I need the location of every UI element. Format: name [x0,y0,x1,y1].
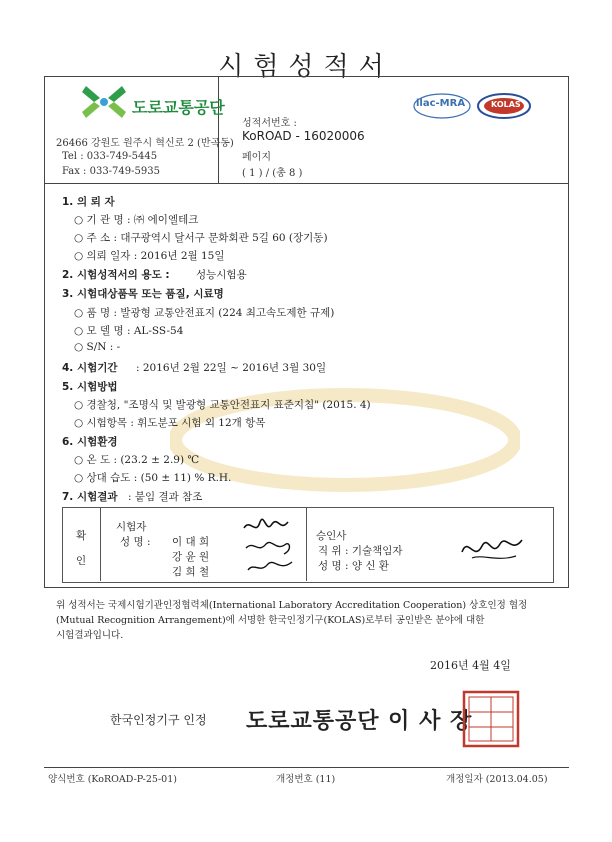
accredited-by: 한국인정기구 인정 [110,713,207,727]
approver-signature [458,528,528,568]
confirm-divider-left [100,507,101,581]
org-address: 26466 강원도 원주시 혁신로 2 (반곡동) [56,138,234,149]
accreditation-notice [56,598,576,643]
header-divider [218,76,219,184]
report-no-label: 성적서번호 : [242,118,297,129]
org-tel: Tel : 033-749-5445 [62,151,158,162]
model-name: ○ 모 델 명 : AL-SS-54 [74,325,184,337]
signatory-name: 도로교통공단 이 사 장 [246,709,473,734]
relative-humidity: ○ 상대 습도 : (50 ± 11) % R.H. [74,472,232,484]
section-3-heading: 3. 시험대상품목 또는 품질, 시료명 [62,288,224,300]
page-value: ( 1 ) / (총 8 ) [242,168,303,179]
revision-date: 개정일자 (2013.04.05) [446,774,548,785]
tester-name-3: 김 희 철 [172,566,210,578]
tester-name-2: 강 윤 원 [172,551,210,563]
section-6-heading: 6. 시험환경 [62,436,118,448]
kolas-label: KOLAS [491,100,521,109]
approver-title: 승인사 [316,530,347,542]
org-name: 도로교통공단 [132,98,225,117]
official-seal-icon [462,690,520,748]
tester-name-label: 성 명 : [120,536,151,548]
notice-line-2: (Mutual Recognition Arrangement)에 서명한 한국인정기구(KOLAS)로부터 공인받은 분야에 대한 [56,615,485,626]
org-logo-icon [80,82,128,122]
test-result: : 붙임 결과 참조 [128,491,203,503]
kolas-logo [476,92,532,120]
section-4-heading: 4. 시험기간 [62,362,118,374]
requester-agency: ○ 기 관 명 : ㈜ 에이엘테크 [74,214,199,226]
test-period: : 2016년 2월 22일 ~ 2016년 3월 30일 [136,362,327,374]
temperature: ○ 온 도 : (23.2 ± 2.9) ℃ [74,454,200,466]
tester-title: 시험자 [116,521,147,533]
page-label: 페이지 [242,152,271,163]
test-items: ○ 시험항목 : 휘도분포 시험 외 12개 항목 [74,417,266,429]
org-fax: Fax : 033-749-5935 [62,166,160,177]
confirm-side-label-1: 확 [76,530,87,542]
confirm-divider-mid [306,507,307,581]
section-1-heading: 1. 의 뢰 자 [62,196,115,208]
report-purpose: 성능시험용 [196,269,247,281]
issue-date: 2016년 4월 4일 [430,659,511,672]
approver-name: 성 명 : 양 신 환 [318,560,389,572]
notice-line-1: 위 성적서는 국제시험기관인정협력체(International Laboratory Accreditation Cooperation) 상호인정 협정 [56,600,528,611]
serial-number: ○ S/N : - [74,341,121,353]
footer-rule [44,767,569,768]
product-name: ○ 품 명 : 발광형 교통안전표지 (224 최고속도제한 규제) [74,307,335,319]
tester-signature [240,514,300,578]
section-7-heading: 7. 시험결과 [62,491,118,503]
notice-line-3: 시험결과입니다. [56,630,124,641]
document-title: 시험성적서 [218,52,394,82]
form-number: 양식번호 (KoROAD-P-25-01) [48,774,177,785]
section-5-heading: 5. 시험방법 [62,381,118,393]
tester-name-1: 이 대 희 [172,536,210,548]
section-2-heading: 2. 시험성적서의 용도 : [62,269,170,281]
approver-role: 직 위 : 기술책임자 [318,545,403,557]
confirm-side-label-2: 인 [76,555,87,567]
request-date: ○ 의뢰 일자 : 2016년 2월 15일 [74,250,225,262]
revision-number: 개정번호 (11) [276,774,336,785]
report-no-value: KoROAD - 16020006 [242,129,365,143]
ilac-mra-label: ilac-MRA [416,98,466,109]
test-method-standard: ○ 경찰청, "조명식 및 발광형 교통안전표지 표준지침" (2015. 4) [74,399,371,411]
requester-address: ○ 주 소 : 대구광역시 달서구 문화회관 5길 60 (장기동) [74,232,328,244]
ilac-mra-logo [412,92,472,120]
